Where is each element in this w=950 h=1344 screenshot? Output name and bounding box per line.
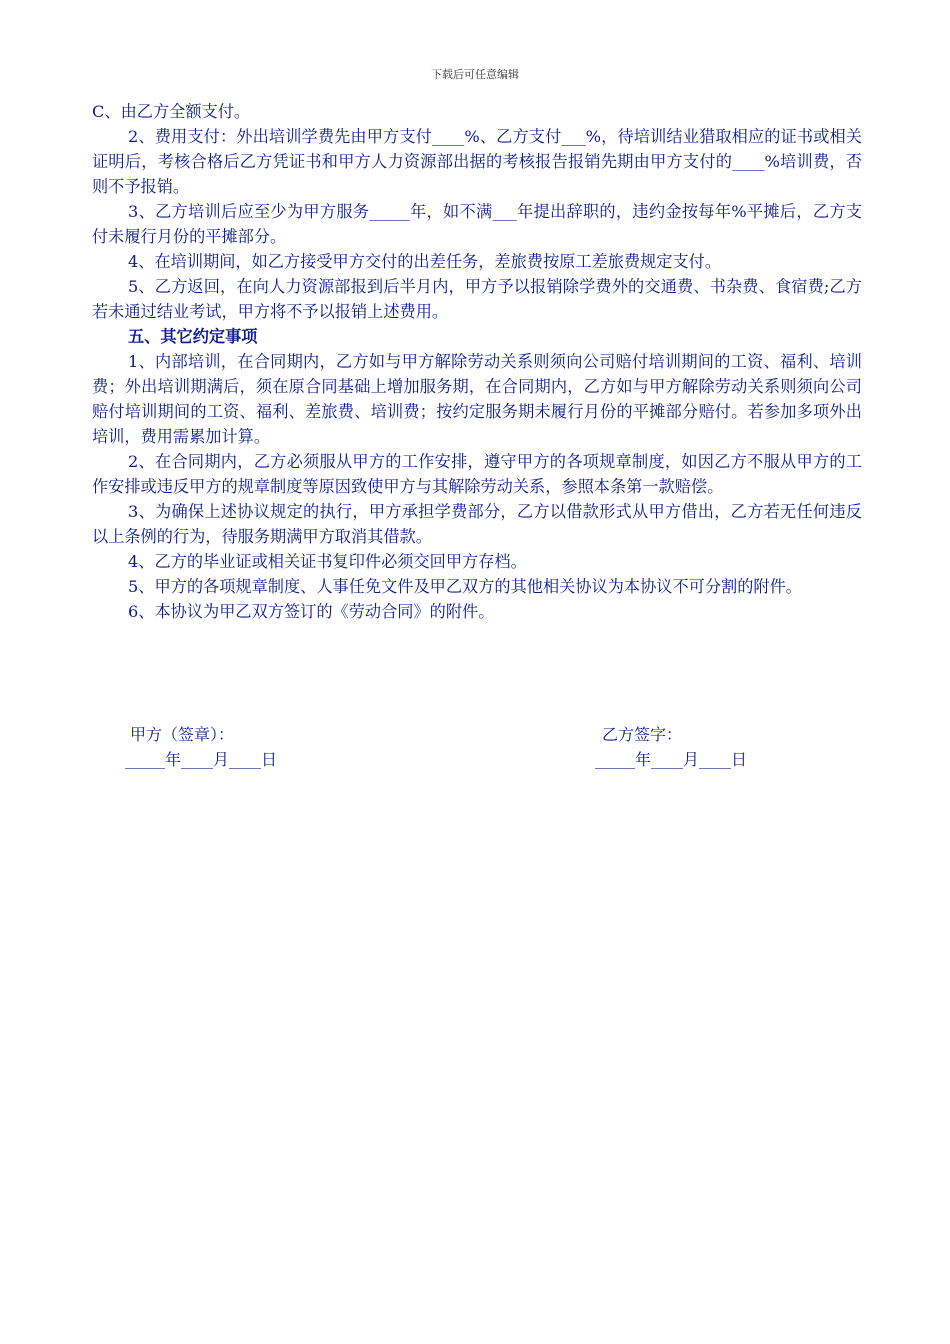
clause-service-period: 3、乙方培训后应至少为甲方服务_____年，如不满___年提出辞职的，违约金按每年%平摊后，乙方支付未履行月份的平摊部分。: [92, 202, 862, 246]
party-b-date: _____年____月____日: [595, 750, 748, 769]
clause-work-arrangement: 2、在合同期内，乙方必须服从甲方的工作安排，遵守甲方的各项规章制度，如因乙方不服从甲方的工作安排或违反甲方的规章制度等原因致使甲方与其解除劳动关系，参照本条第一款赔偿。: [92, 452, 862, 496]
clause-loan: 3、为确保上述协议规定的执行，甲方承担学费部分，乙方以借款形式从甲方借出，乙方若无任何违反以上条例的行为，待服务期满甲方取消其借款。: [92, 502, 862, 546]
party-a-signature-label: 甲方（签章）：: [130, 725, 235, 744]
section-title: 五、其它约定事项: [128, 327, 258, 346]
clause-attachments: 5、甲方的各项规章制度、人事任免文件及甲乙双方的其他相关协议为本协议不可分割的附件。: [128, 577, 802, 596]
party-a-date: _____年____月____日: [125, 750, 278, 769]
clause-labor-contract: 6、本协议为甲乙双方签订的《劳动合同》的附件。: [128, 602, 495, 621]
header-note: 下载后可任意编辑: [431, 68, 519, 81]
clause-fee-payment: 2、费用支付：外出培训学费先由甲方支付____%、乙方支付___%，待培训结业猎取相应的证书或相关证明后，考核合格后乙方凭证书和甲方人力资源部出据的考核报告报销先期由甲方支付的____%培训费，否则不予报销。: [92, 127, 862, 196]
payment-option-c: C、由乙方全额支付。: [92, 102, 251, 121]
clause-certificate: 4、乙方的毕业证或相关证书复印件必须交回甲方存档。: [128, 552, 527, 571]
clause-business-trip: 4、在培训期间，如乙方接受甲方交付的出差任务，差旅费按原工差旅费规定支付。: [128, 252, 722, 271]
clause-internal-training: 1、内部培训，在合同期内，乙方如与甲方解除劳动关系则须向公司赔付培训期间的工资、福利、培训费；外出培训期满后，须在原合同基础上增加服务期，在合同期内，乙方如与甲方解除劳动关系则须向公司赔付培训期间的工资、福利、差旅费、培训费；按约定服务期未履行月份的平摊部分赔付。若参加多项外出培训，费用需累加计算。: [92, 352, 862, 446]
clause-reimbursement: 5、乙方返回，在向人力资源部报到后半月内，甲方予以报销除学费外的交通费、书杂费、食宿费;乙方若未通过结业考试，甲方将不予以报销上述费用。: [92, 277, 862, 321]
party-b-signature-label: 乙方签字：: [602, 725, 683, 744]
document-body: [92, 99, 862, 624]
